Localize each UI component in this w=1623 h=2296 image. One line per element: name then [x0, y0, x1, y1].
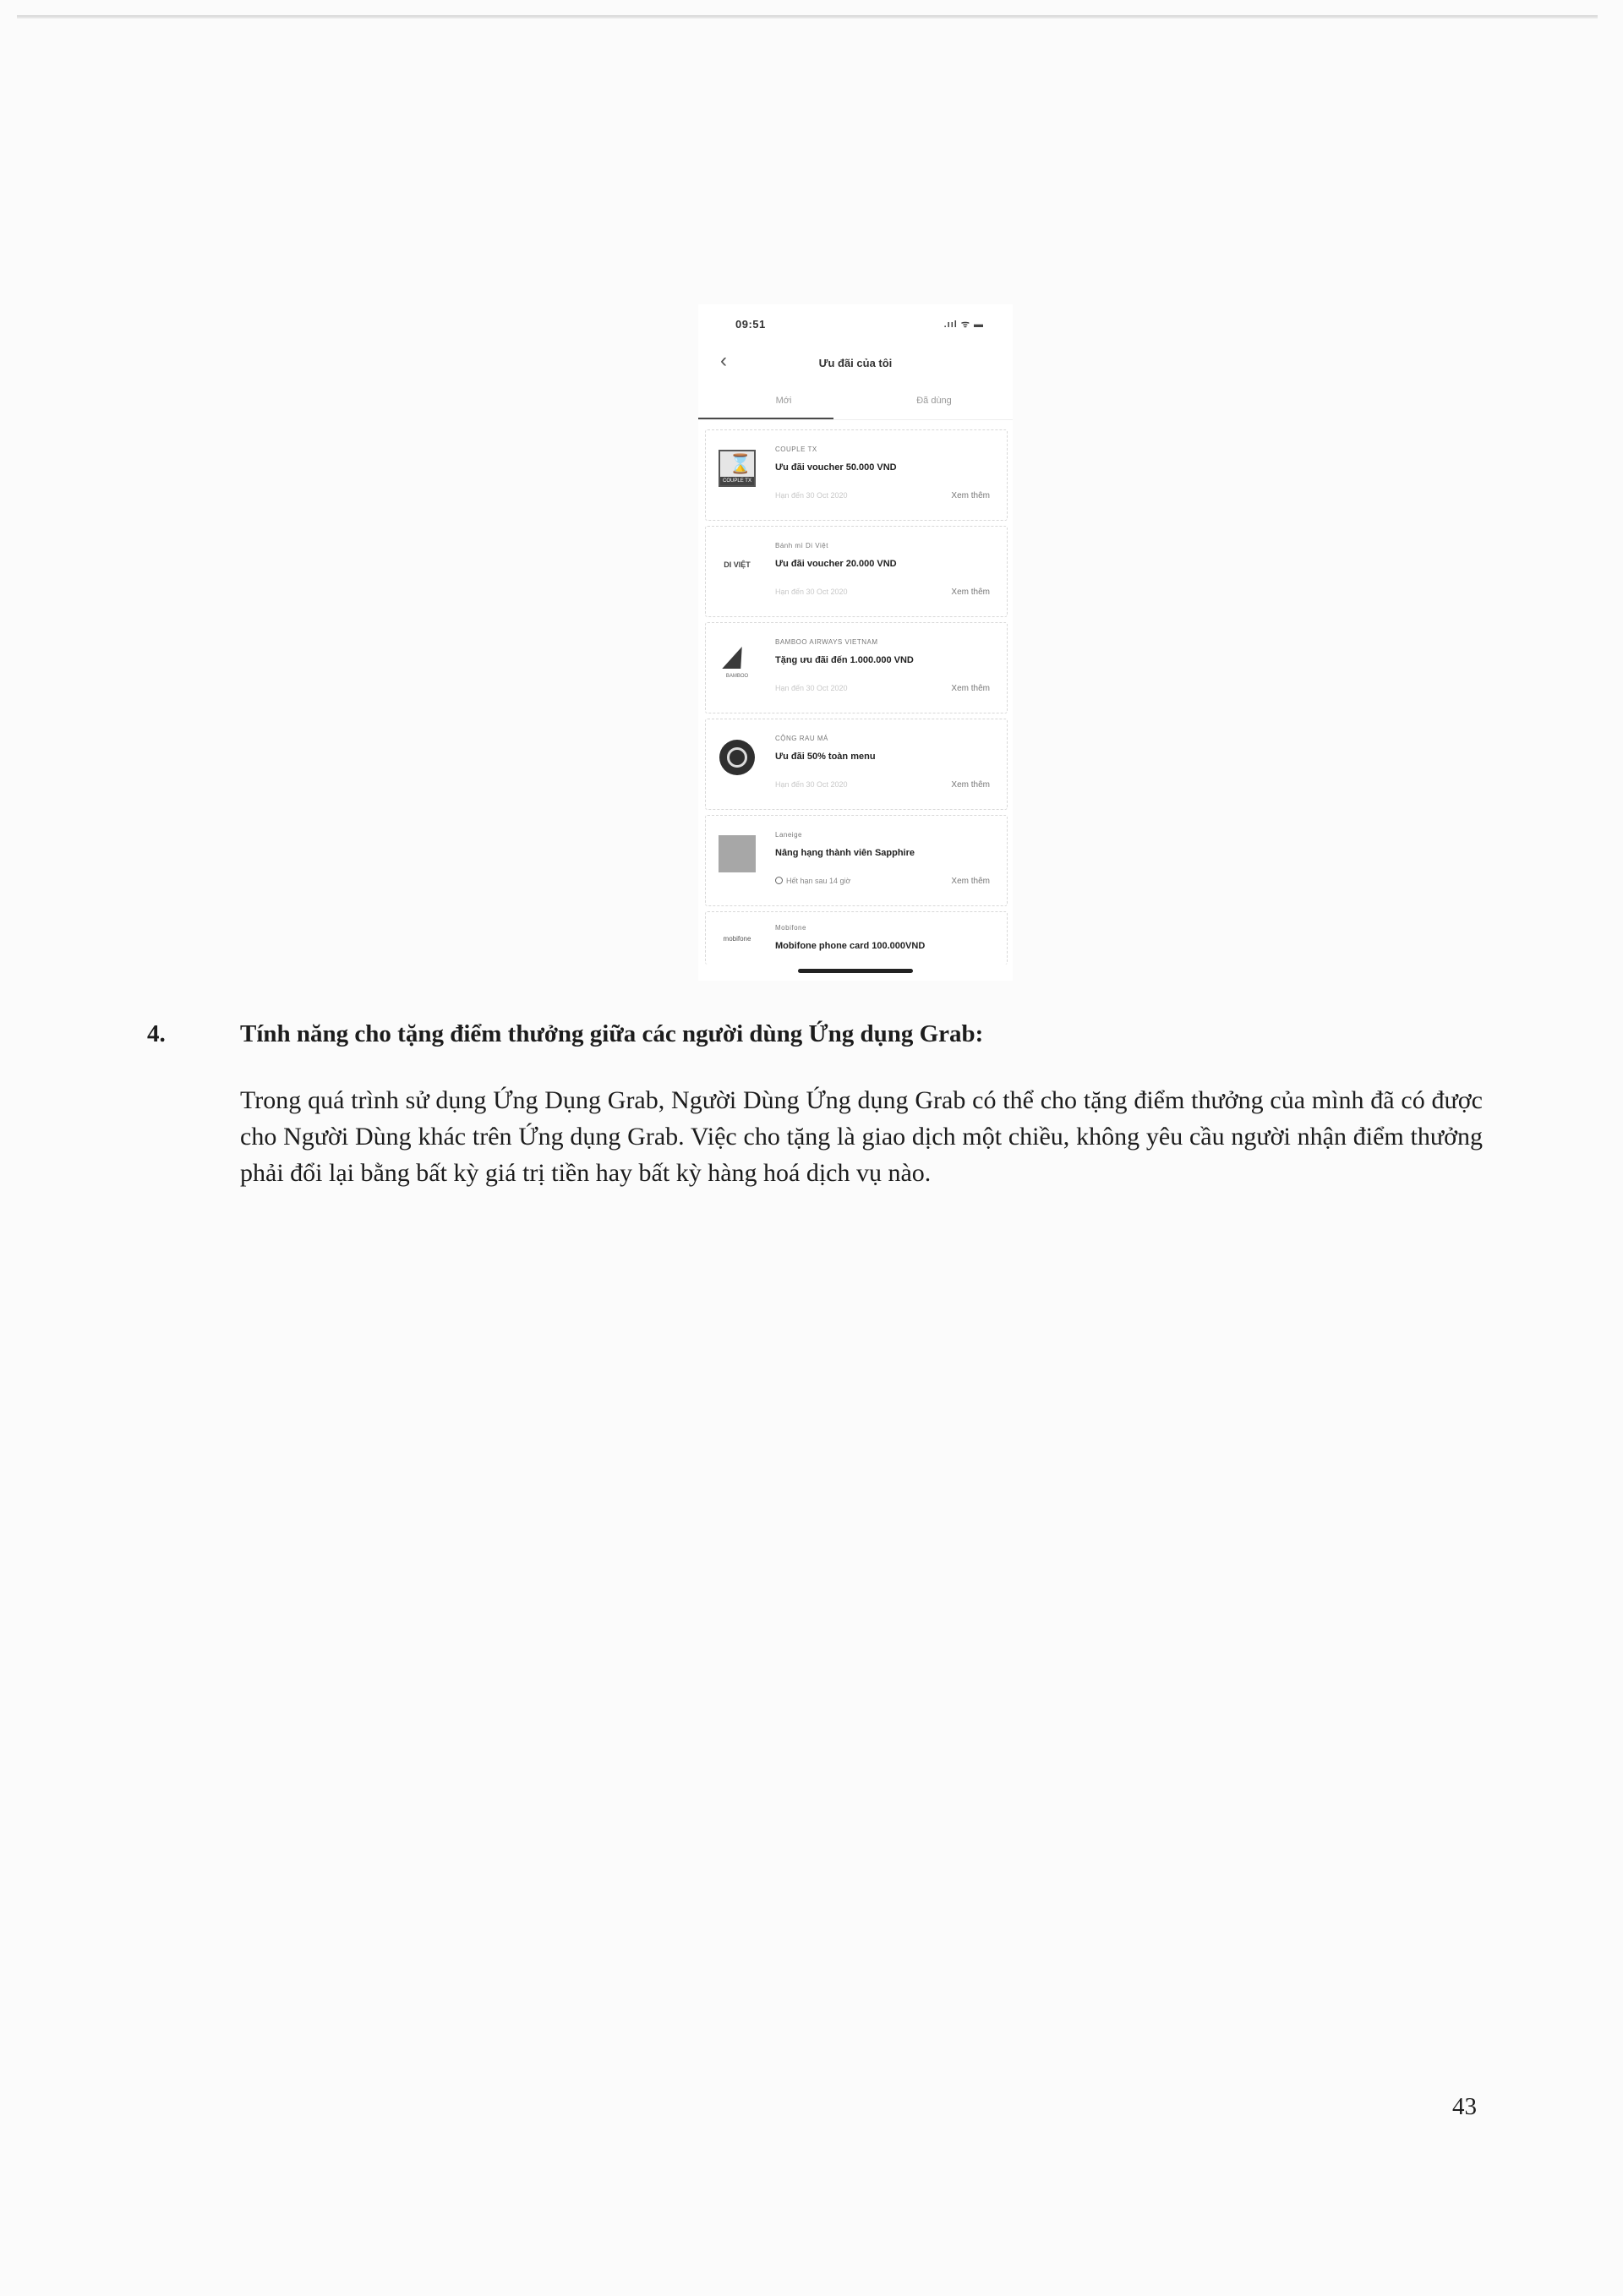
section-paragraph: Trong quá trình sử dụng Ứng Dụng Grab, Người Dùng Ứng dụng Grab có thể cho tặng điểm thưởng của mình đã có được cho Người Dùng khác trên Ứng dụng Grab. Việc cho tặng là giao dịch một chiều, không yêu cầu người nhận điểm thưởng phải đổi lại bằng bất kỳ giá trị tiền hay bất kỳ hàng hoá dịch vụ nào.: [240, 1086, 1483, 1187]
phone-screenshot: [698, 304, 1013, 981]
voucher-brand: COUPLE TX: [775, 446, 817, 453]
voucher-brand: BAMBOO AIRWAYS VIETNAM: [775, 638, 878, 646]
voucher-brand: Bánh mì Di Việt: [775, 542, 828, 549]
brand-logo: [718, 642, 757, 681]
voucher-offer: Nâng hạng thành viên Sapphire: [775, 848, 915, 858]
voucher-expiry: Hết hạn sau 14 giờ: [775, 877, 850, 885]
see-more-link[interactable]: Xem thêm: [951, 684, 990, 693]
voucher-expiry: Hạn đến 30 Oct 2020: [775, 588, 848, 596]
nav-bar: [698, 350, 1013, 375]
section-number: 4.: [147, 1020, 166, 1047]
see-more-link[interactable]: Xem thêm: [951, 877, 990, 886]
voucher-expiry: Hạn đến 30 Oct 2020: [775, 491, 848, 500]
mobifone-logo: mobifone: [723, 934, 751, 943]
brand-logo: [718, 834, 757, 873]
voucher-card[interactable]: [705, 429, 1008, 521]
plane-tail-logo-icon: BAMBOO: [718, 642, 757, 681]
home-indicator: [798, 969, 913, 973]
status-bar: [717, 316, 994, 333]
voucher-card[interactable]: [705, 526, 1008, 617]
voucher-brand: Laneige: [775, 831, 802, 839]
back-chevron-icon[interactable]: ‹: [720, 349, 727, 372]
brand-logo: [718, 919, 757, 958]
tab-bar: [698, 391, 1013, 416]
voucher-brand: Mobifone: [775, 924, 806, 932]
voucher-card[interactable]: [705, 622, 1008, 713]
see-more-link[interactable]: Xem thêm: [951, 780, 990, 790]
scan-edge: [17, 15, 1598, 19]
brand-logo: [718, 738, 757, 777]
screen-title: Ưu đãi của tôi: [818, 357, 893, 369]
see-more-link[interactable]: Xem thêm: [951, 491, 990, 500]
hourglass-logo-icon: ⌛ COUPLE TX: [719, 450, 756, 487]
voucher-offer: Mobifone phone card 100.000VND: [775, 941, 926, 951]
voucher-brand: CỘNG RAU MÁ: [775, 735, 828, 742]
voucher-offer: Tặng ưu đãi đến 1.000.000 VND: [775, 655, 914, 665]
tab-used[interactable]: Đã dùng: [916, 396, 952, 406]
signal-wifi-battery-icon: .ııl ᯤ ▬: [943, 320, 984, 330]
brand-logo: [718, 449, 757, 488]
round-badge-logo-icon: [719, 740, 755, 775]
voucher-offer: Ưu đãi 50% toàn menu: [775, 752, 876, 762]
square-logo-icon: [719, 835, 756, 872]
clock-icon: [775, 877, 783, 884]
tab-new[interactable]: Mới: [775, 396, 792, 406]
voucher-offer: Ưu đãi voucher 50.000 VND: [775, 462, 897, 473]
voucher-card[interactable]: [705, 719, 1008, 810]
di-viet-logo: DI VIỆT: [724, 560, 751, 569]
voucher-expiry: Hạn đến 30 Oct 2020: [775, 780, 848, 789]
voucher-offer: Ưu đãi voucher 20.000 VND: [775, 559, 897, 569]
voucher-card[interactable]: [705, 911, 1008, 965]
section-heading: Tính năng cho tặng điểm thưởng giữa các người dùng Ứng dụng Grab:: [240, 1020, 984, 1047]
page-number: 43: [1452, 2093, 1477, 2120]
status-time: 09:51: [735, 318, 766, 331]
active-tab-indicator: [698, 418, 833, 419]
brand-logo: [718, 545, 757, 584]
voucher-expiry: Hạn đến 30 Oct 2020: [775, 684, 848, 692]
voucher-card[interactable]: [705, 815, 1008, 906]
tab-divider: [698, 419, 1013, 420]
see-more-link[interactable]: Xem thêm: [951, 588, 990, 597]
